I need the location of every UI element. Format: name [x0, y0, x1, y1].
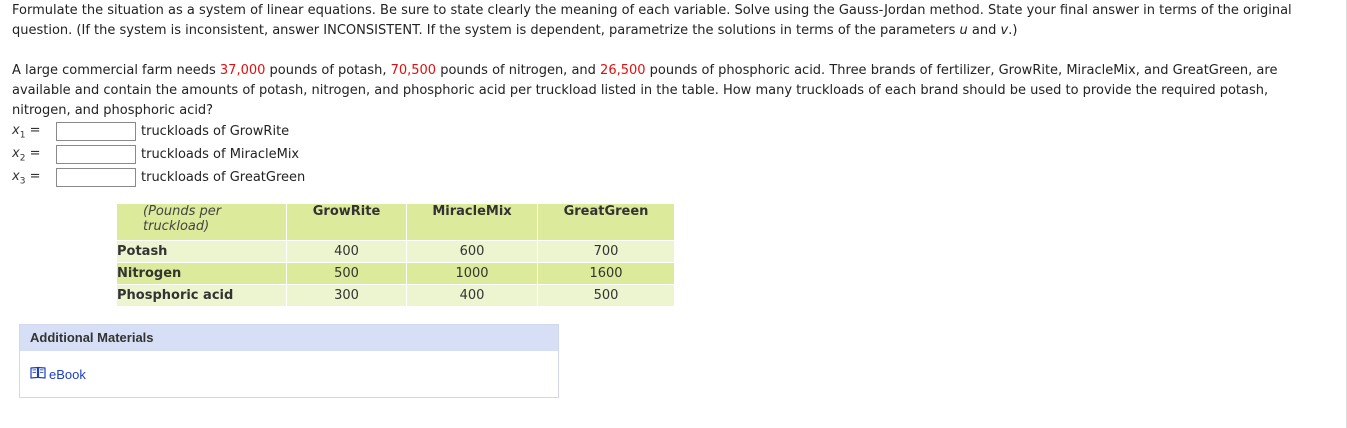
additional-materials-panel [19, 324, 559, 398]
table-row-phosphoric-acid [117, 285, 675, 307]
answer-row-x2 [12, 144, 299, 165]
table-header-row [117, 204, 675, 241]
x2-var: x [12, 145, 20, 161]
x1-sub: 1 [19, 130, 26, 141]
problem-text-2: pounds of potash, [265, 63, 391, 78]
table-cell: 600 [407, 241, 538, 263]
problem-text-3: pounds of nitrogen, and [436, 63, 601, 78]
answer-row-x1 [12, 121, 289, 142]
table-row-potash [117, 241, 675, 263]
row-label-phosphoric-acid: Phosphoric acid [117, 285, 287, 307]
x3-label [12, 169, 54, 187]
table-cell: 1600 [538, 263, 675, 285]
col-header-greatgreen: GreatGreen [538, 204, 675, 241]
row-label-potash: Potash [117, 241, 287, 263]
x1-input[interactable] [56, 122, 136, 141]
fertilizer-table [116, 203, 675, 307]
x3-input[interactable] [56, 168, 136, 187]
table-corner-label: (Pounds per truckload) [117, 204, 287, 241]
table-row-nitrogen [117, 263, 675, 285]
x2-sub: 2 [19, 153, 26, 164]
book-icon [30, 366, 46, 382]
x3-var: x [12, 168, 20, 184]
col-header-miraclemix: MiracleMix [407, 204, 538, 241]
phosphoric-amount: 26,500 [600, 63, 646, 78]
x1-label [12, 123, 54, 141]
row-label-nitrogen: Nitrogen [117, 263, 287, 285]
x1-var: x [12, 122, 20, 138]
param-u: u [959, 23, 968, 38]
nitrogen-amount: 70,500 [390, 63, 437, 78]
x2-unit: truckloads of MiracleMix [141, 147, 300, 162]
x3-sub: 3 [19, 176, 26, 187]
param-v: v [1000, 23, 1009, 38]
x3-unit: truckloads of GreatGreen [141, 170, 306, 185]
x2-input[interactable] [56, 145, 136, 164]
additional-materials-title: Additional Materials [20, 325, 558, 351]
x1-unit: truckloads of GrowRite [141, 124, 290, 139]
x1-eq: = [25, 122, 41, 138]
table-cell: 300 [287, 285, 407, 307]
x2-label [12, 146, 54, 164]
ebook-link-label: eBook [49, 366, 86, 382]
table-cell: 500 [287, 263, 407, 285]
problem-text [12, 61, 1312, 121]
instructions-part1: Formulate the situation as a system of linear equations. Be sure to state clearly the meaning of each variable. Solve using the Gauss-Jordan method. State your final answer in terms of the original question. (If the system is inconsistent, answer INCONSISTENT. If the system is dependent, parametrize the solutions in terms of the parameters [12, 3, 1292, 38]
table-cell: 1000 [407, 263, 538, 285]
table-cell: 700 [538, 241, 675, 263]
potash-amount: 37,000 [219, 63, 266, 78]
answer-row-x3 [12, 167, 305, 188]
ebook-link[interactable] [30, 366, 86, 382]
problem-text-1: A large commercial farm needs [12, 63, 220, 78]
table-cell: 500 [538, 285, 675, 307]
instructions-part3: .) [1008, 23, 1018, 38]
instructions-text [12, 1, 1312, 41]
x3-eq: = [25, 168, 41, 184]
col-header-growrite: GrowRite [287, 204, 407, 241]
table-cell: 400 [287, 241, 407, 263]
problem-text-4: pounds of phosphoric acid. Three brands of fertilizer, GrowRite, MiracleMix, and GreatGreen, are available and contain the amounts of potash, nitrogen, and phosphoric acid per truckload listed in the table. How many truckloads of each brand should be used to provide the required potash, nitrogen, and phosphoric acid? [12, 63, 1278, 118]
instructions-part2: and [967, 23, 1001, 38]
table-cell: 400 [407, 285, 538, 307]
x2-eq: = [25, 145, 41, 161]
